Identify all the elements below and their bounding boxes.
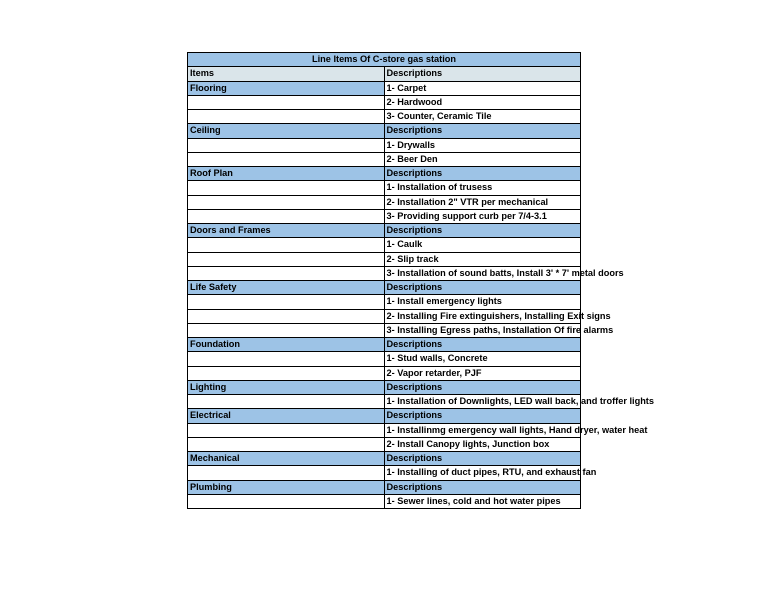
empty-item-cell bbox=[188, 252, 385, 266]
description-cell: 1- Installinmg emergency wall lights, Hand dryer, water heat bbox=[384, 423, 581, 437]
description-cell: 2- Hardwood bbox=[384, 95, 581, 109]
table-title-row bbox=[188, 53, 581, 67]
section-label: Descriptions bbox=[384, 409, 581, 423]
table-row bbox=[188, 295, 581, 309]
description-cell: 1- Install emergency lights bbox=[384, 295, 581, 309]
empty-item-cell bbox=[188, 423, 385, 437]
section-row bbox=[188, 224, 581, 238]
empty-item-cell bbox=[188, 395, 385, 409]
table-row bbox=[188, 323, 581, 337]
section-label: Descriptions bbox=[384, 224, 581, 238]
description-cell: 1- Sewer lines, cold and hot water pipes bbox=[384, 494, 581, 508]
section-row bbox=[188, 167, 581, 181]
table-row bbox=[188, 494, 581, 508]
table-row bbox=[188, 238, 581, 252]
section-name: Mechanical bbox=[188, 452, 385, 466]
section-name: Flooring bbox=[188, 81, 385, 95]
line-items-table bbox=[187, 52, 654, 509]
section-name: Lighting bbox=[188, 380, 385, 394]
empty-item-cell bbox=[188, 152, 385, 166]
table-row bbox=[188, 437, 581, 451]
description-cell: 1- Installation of Downlights, LED wall back, and troffer lights bbox=[384, 395, 581, 409]
section-row bbox=[188, 380, 581, 394]
description-cell: 3- Installing Egress paths, Installation Of fire alarms bbox=[384, 323, 581, 337]
table-row bbox=[188, 195, 581, 209]
empty-item-cell bbox=[188, 266, 385, 280]
empty-item-cell bbox=[188, 110, 385, 124]
description-cell: 2- Beer Den bbox=[384, 152, 581, 166]
empty-item-cell bbox=[188, 466, 385, 480]
table-title: Line Items Of C-store gas station bbox=[188, 53, 581, 67]
section-row bbox=[188, 124, 581, 138]
section-name: Ceiling bbox=[188, 124, 385, 138]
section-label: Descriptions bbox=[384, 167, 581, 181]
description-cell: 2- Installing Fire extinguishers, Installing Exit signs bbox=[384, 309, 581, 323]
table-row bbox=[188, 110, 581, 124]
empty-item-cell bbox=[188, 494, 385, 508]
header-descriptions: Descriptions bbox=[384, 67, 581, 81]
table-row bbox=[188, 138, 581, 152]
empty-item-cell bbox=[188, 437, 385, 451]
table-row bbox=[188, 395, 581, 409]
table-header-row bbox=[188, 67, 581, 81]
description-cell: 1- Carpet bbox=[384, 81, 581, 95]
description-cell: 2- Vapor retarder, PJF bbox=[384, 366, 581, 380]
section-row bbox=[188, 409, 581, 423]
section-row bbox=[188, 338, 581, 352]
description-cell: 1- Stud walls, Concrete bbox=[384, 352, 581, 366]
description-cell: 2- Install Canopy lights, Junction box bbox=[384, 437, 581, 451]
table-row bbox=[188, 466, 581, 480]
table-row bbox=[188, 252, 581, 266]
empty-item-cell bbox=[188, 181, 385, 195]
section-label: Descriptions bbox=[384, 452, 581, 466]
table-row bbox=[188, 209, 581, 223]
description-cell: 2- Installation 2" VTR per mechanical bbox=[384, 195, 581, 209]
table-row bbox=[188, 95, 581, 109]
section-name: Foundation bbox=[188, 338, 385, 352]
description-cell: 1- Caulk bbox=[384, 238, 581, 252]
header-items: Items bbox=[188, 67, 385, 81]
section-row bbox=[188, 281, 581, 295]
description-cell: 3- Counter, Ceramic Tile bbox=[384, 110, 581, 124]
table-row bbox=[188, 366, 581, 380]
empty-item-cell bbox=[188, 195, 385, 209]
section-name: Life Safety bbox=[188, 281, 385, 295]
description-cell: 1- Drywalls bbox=[384, 138, 581, 152]
section-row bbox=[188, 480, 581, 494]
section-name: Doors and Frames bbox=[188, 224, 385, 238]
section-row bbox=[188, 81, 581, 95]
empty-item-cell bbox=[188, 366, 385, 380]
empty-item-cell bbox=[188, 95, 385, 109]
empty-item-cell bbox=[188, 295, 385, 309]
description-cell: 3- Providing support curb per 7/4-3.1 bbox=[384, 209, 581, 223]
table-row bbox=[188, 152, 581, 166]
empty-item-cell bbox=[188, 138, 385, 152]
section-label: Descriptions bbox=[384, 124, 581, 138]
section-row bbox=[188, 452, 581, 466]
empty-item-cell bbox=[188, 209, 385, 223]
description-cell: 2- Slip track bbox=[384, 252, 581, 266]
empty-item-cell bbox=[188, 352, 385, 366]
section-name: Electrical bbox=[188, 409, 385, 423]
table-row bbox=[188, 352, 581, 366]
section-label: Descriptions bbox=[384, 338, 581, 352]
section-name: Plumbing bbox=[188, 480, 385, 494]
section-label: Descriptions bbox=[384, 281, 581, 295]
section-name: Roof Plan bbox=[188, 167, 385, 181]
table-row bbox=[188, 309, 581, 323]
empty-item-cell bbox=[188, 323, 385, 337]
table-row bbox=[188, 266, 581, 280]
description-cell: 1- Installing of duct pipes, RTU, and exhaust fan bbox=[384, 466, 581, 480]
empty-item-cell bbox=[188, 238, 385, 252]
table-row bbox=[188, 423, 581, 437]
table-row bbox=[188, 181, 581, 195]
empty-item-cell bbox=[188, 309, 385, 323]
description-cell: 1- Installation of trusess bbox=[384, 181, 581, 195]
section-label: Descriptions bbox=[384, 380, 581, 394]
section-label: Descriptions bbox=[384, 480, 581, 494]
description-cell: 3- Installation of sound batts, Install 3' * 7' metal doors bbox=[384, 266, 581, 280]
